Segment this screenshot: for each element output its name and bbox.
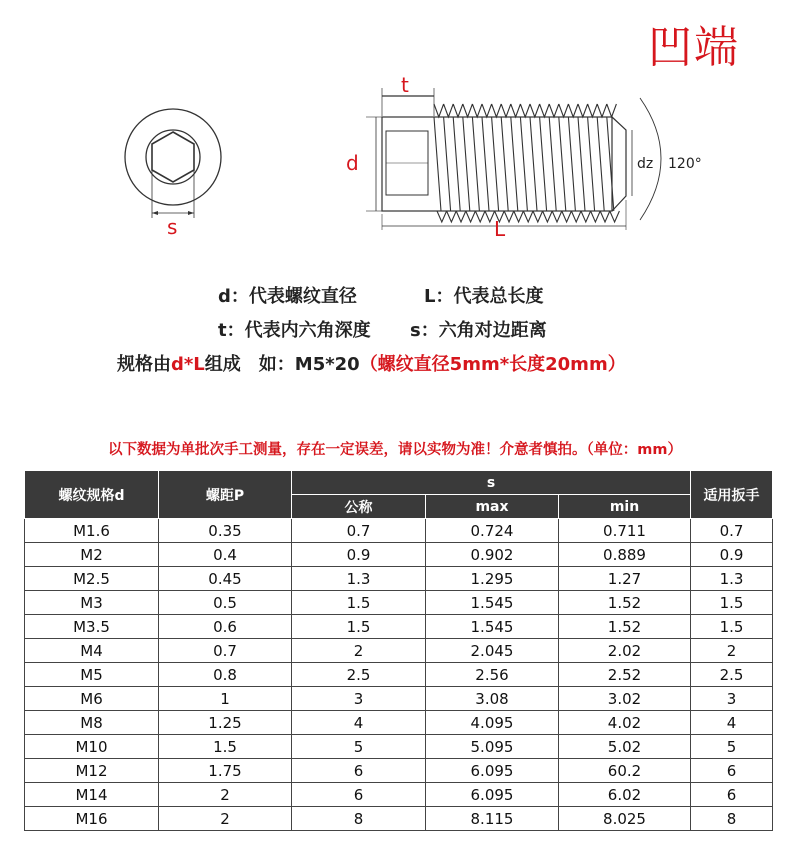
cell-nominal: 2: [292, 639, 426, 663]
cell-min: 5.02: [559, 735, 691, 759]
legend-d: d：代表螺纹直径: [218, 286, 357, 307]
header-wrench: 适用扳手: [691, 471, 773, 519]
cell-wrench: 6: [691, 783, 773, 807]
table-row: [25, 543, 773, 567]
header-s: s: [292, 471, 691, 495]
cell-max: 1.545: [426, 615, 559, 639]
cell-max: 6.095: [426, 783, 559, 807]
legend-format-prefix: 规格由: [117, 354, 171, 375]
cell-spec: M4: [25, 639, 159, 663]
cell-pitch: 0.45: [159, 567, 292, 591]
cell-nominal: 0.9: [292, 543, 426, 567]
label-s: s: [167, 215, 178, 239]
cell-min: 0.711: [559, 519, 691, 543]
cell-max: 3.08: [426, 687, 559, 711]
table-row: [25, 783, 773, 807]
cell-max: 8.115: [426, 807, 559, 831]
cell-nominal: 1.5: [292, 615, 426, 639]
cell-nominal: 6: [292, 783, 426, 807]
table-row: [25, 807, 773, 831]
cell-spec: M5: [25, 663, 159, 687]
table-row: [25, 663, 773, 687]
cell-min: 0.889: [559, 543, 691, 567]
cell-pitch: 1: [159, 687, 292, 711]
cell-spec: M2.5: [25, 567, 159, 591]
table-row: [25, 711, 773, 735]
cell-wrench: 2: [691, 639, 773, 663]
cell-spec: M2: [25, 543, 159, 567]
cell-max: 2.045: [426, 639, 559, 663]
cell-min: 60.2: [559, 759, 691, 783]
cell-pitch: 1.25: [159, 711, 292, 735]
cell-pitch: 0.35: [159, 519, 292, 543]
legend-format-red: d*L: [171, 354, 205, 375]
legend-L: L：代表总长度: [424, 286, 544, 307]
cell-pitch: 0.8: [159, 663, 292, 687]
cell-wrench: 5: [691, 735, 773, 759]
legend-format-mid: 组成 如：M5*20: [204, 354, 360, 375]
spec-table: [24, 470, 773, 831]
cell-nominal: 8: [292, 807, 426, 831]
screw-diagram: [0, 0, 790, 260]
cell-pitch: 0.7: [159, 639, 292, 663]
cell-wrench: 3: [691, 687, 773, 711]
cell-wrench: 0.9: [691, 543, 773, 567]
cell-nominal: 0.7: [292, 519, 426, 543]
header-pitch: 螺距P: [159, 471, 292, 519]
cell-max: 2.56: [426, 663, 559, 687]
cell-pitch: 0.5: [159, 591, 292, 615]
label-angle: 120°: [668, 156, 702, 172]
cell-spec: M3: [25, 591, 159, 615]
header-spec: 螺纹规格d: [25, 471, 159, 519]
cell-min: 1.52: [559, 591, 691, 615]
cell-max: 0.902: [426, 543, 559, 567]
cell-pitch: 2: [159, 783, 292, 807]
cell-nominal: 6: [292, 759, 426, 783]
cell-pitch: 0.6: [159, 615, 292, 639]
cell-spec: M16: [25, 807, 159, 831]
cell-spec: M1.6: [25, 519, 159, 543]
cell-spec: M8: [25, 711, 159, 735]
cell-wrench: 0.7: [691, 519, 773, 543]
cell-pitch: 0.4: [159, 543, 292, 567]
cell-max: 4.095: [426, 711, 559, 735]
label-d: d: [346, 151, 359, 175]
cell-max: 5.095: [426, 735, 559, 759]
brand-title: 凹端: [648, 22, 740, 73]
cell-min: 1.27: [559, 567, 691, 591]
legend-format-example: （螺纹直径5mm*长度20mm）: [359, 354, 626, 375]
cell-wrench: 8: [691, 807, 773, 831]
cell-wrench: 1.3: [691, 567, 773, 591]
side-view: [366, 88, 661, 230]
cell-max: 6.095: [426, 759, 559, 783]
cell-nominal: 3: [292, 687, 426, 711]
cell-wrench: 2.5: [691, 663, 773, 687]
cell-min: 4.02: [559, 711, 691, 735]
header-min: min: [559, 495, 691, 519]
cell-wrench: 4: [691, 711, 773, 735]
table-row: [25, 735, 773, 759]
cell-pitch: 1.75: [159, 759, 292, 783]
cell-nominal: 1.5: [292, 591, 426, 615]
header-max: max: [426, 495, 559, 519]
cell-nominal: 4: [292, 711, 426, 735]
cell-wrench: 1.5: [691, 615, 773, 639]
cell-nominal: 1.3: [292, 567, 426, 591]
table-row: [25, 639, 773, 663]
cell-min: 8.025: [559, 807, 691, 831]
legend-t: t：代表内六角深度: [218, 320, 371, 341]
cell-min: 2.52: [559, 663, 691, 687]
cell-spec: M10: [25, 735, 159, 759]
table-row: [25, 759, 773, 783]
table-row: [25, 687, 773, 711]
cell-pitch: 2: [159, 807, 292, 831]
cell-min: 2.02: [559, 639, 691, 663]
cell-spec: M14: [25, 783, 159, 807]
cell-wrench: 1.5: [691, 591, 773, 615]
cell-spec: M12: [25, 759, 159, 783]
cell-spec: M6: [25, 687, 159, 711]
end-view: [125, 109, 221, 218]
table-row: [25, 615, 773, 639]
legend-s: s：六角对边距离: [410, 320, 547, 341]
cell-nominal: 5: [292, 735, 426, 759]
cell-min: 1.52: [559, 615, 691, 639]
cell-max: 1.545: [426, 591, 559, 615]
cell-max: 0.724: [426, 519, 559, 543]
label-dz: dz: [637, 156, 654, 172]
table-row: [25, 519, 773, 543]
cell-pitch: 1.5: [159, 735, 292, 759]
table-row: [25, 591, 773, 615]
cell-min: 3.02: [559, 687, 691, 711]
cell-min: 6.02: [559, 783, 691, 807]
cell-nominal: 2.5: [292, 663, 426, 687]
cell-spec: M3.5: [25, 615, 159, 639]
table-row: [25, 567, 773, 591]
header-nominal: 公称: [292, 495, 426, 519]
label-t: t: [401, 73, 409, 97]
cell-wrench: 6: [691, 759, 773, 783]
measurement-note: 以下数据为单批次手工测量，存在一定误差，请以实物为准！介意者慎拍。（单位：mm）: [108, 442, 682, 458]
cell-max: 1.295: [426, 567, 559, 591]
label-L: L: [494, 217, 506, 241]
